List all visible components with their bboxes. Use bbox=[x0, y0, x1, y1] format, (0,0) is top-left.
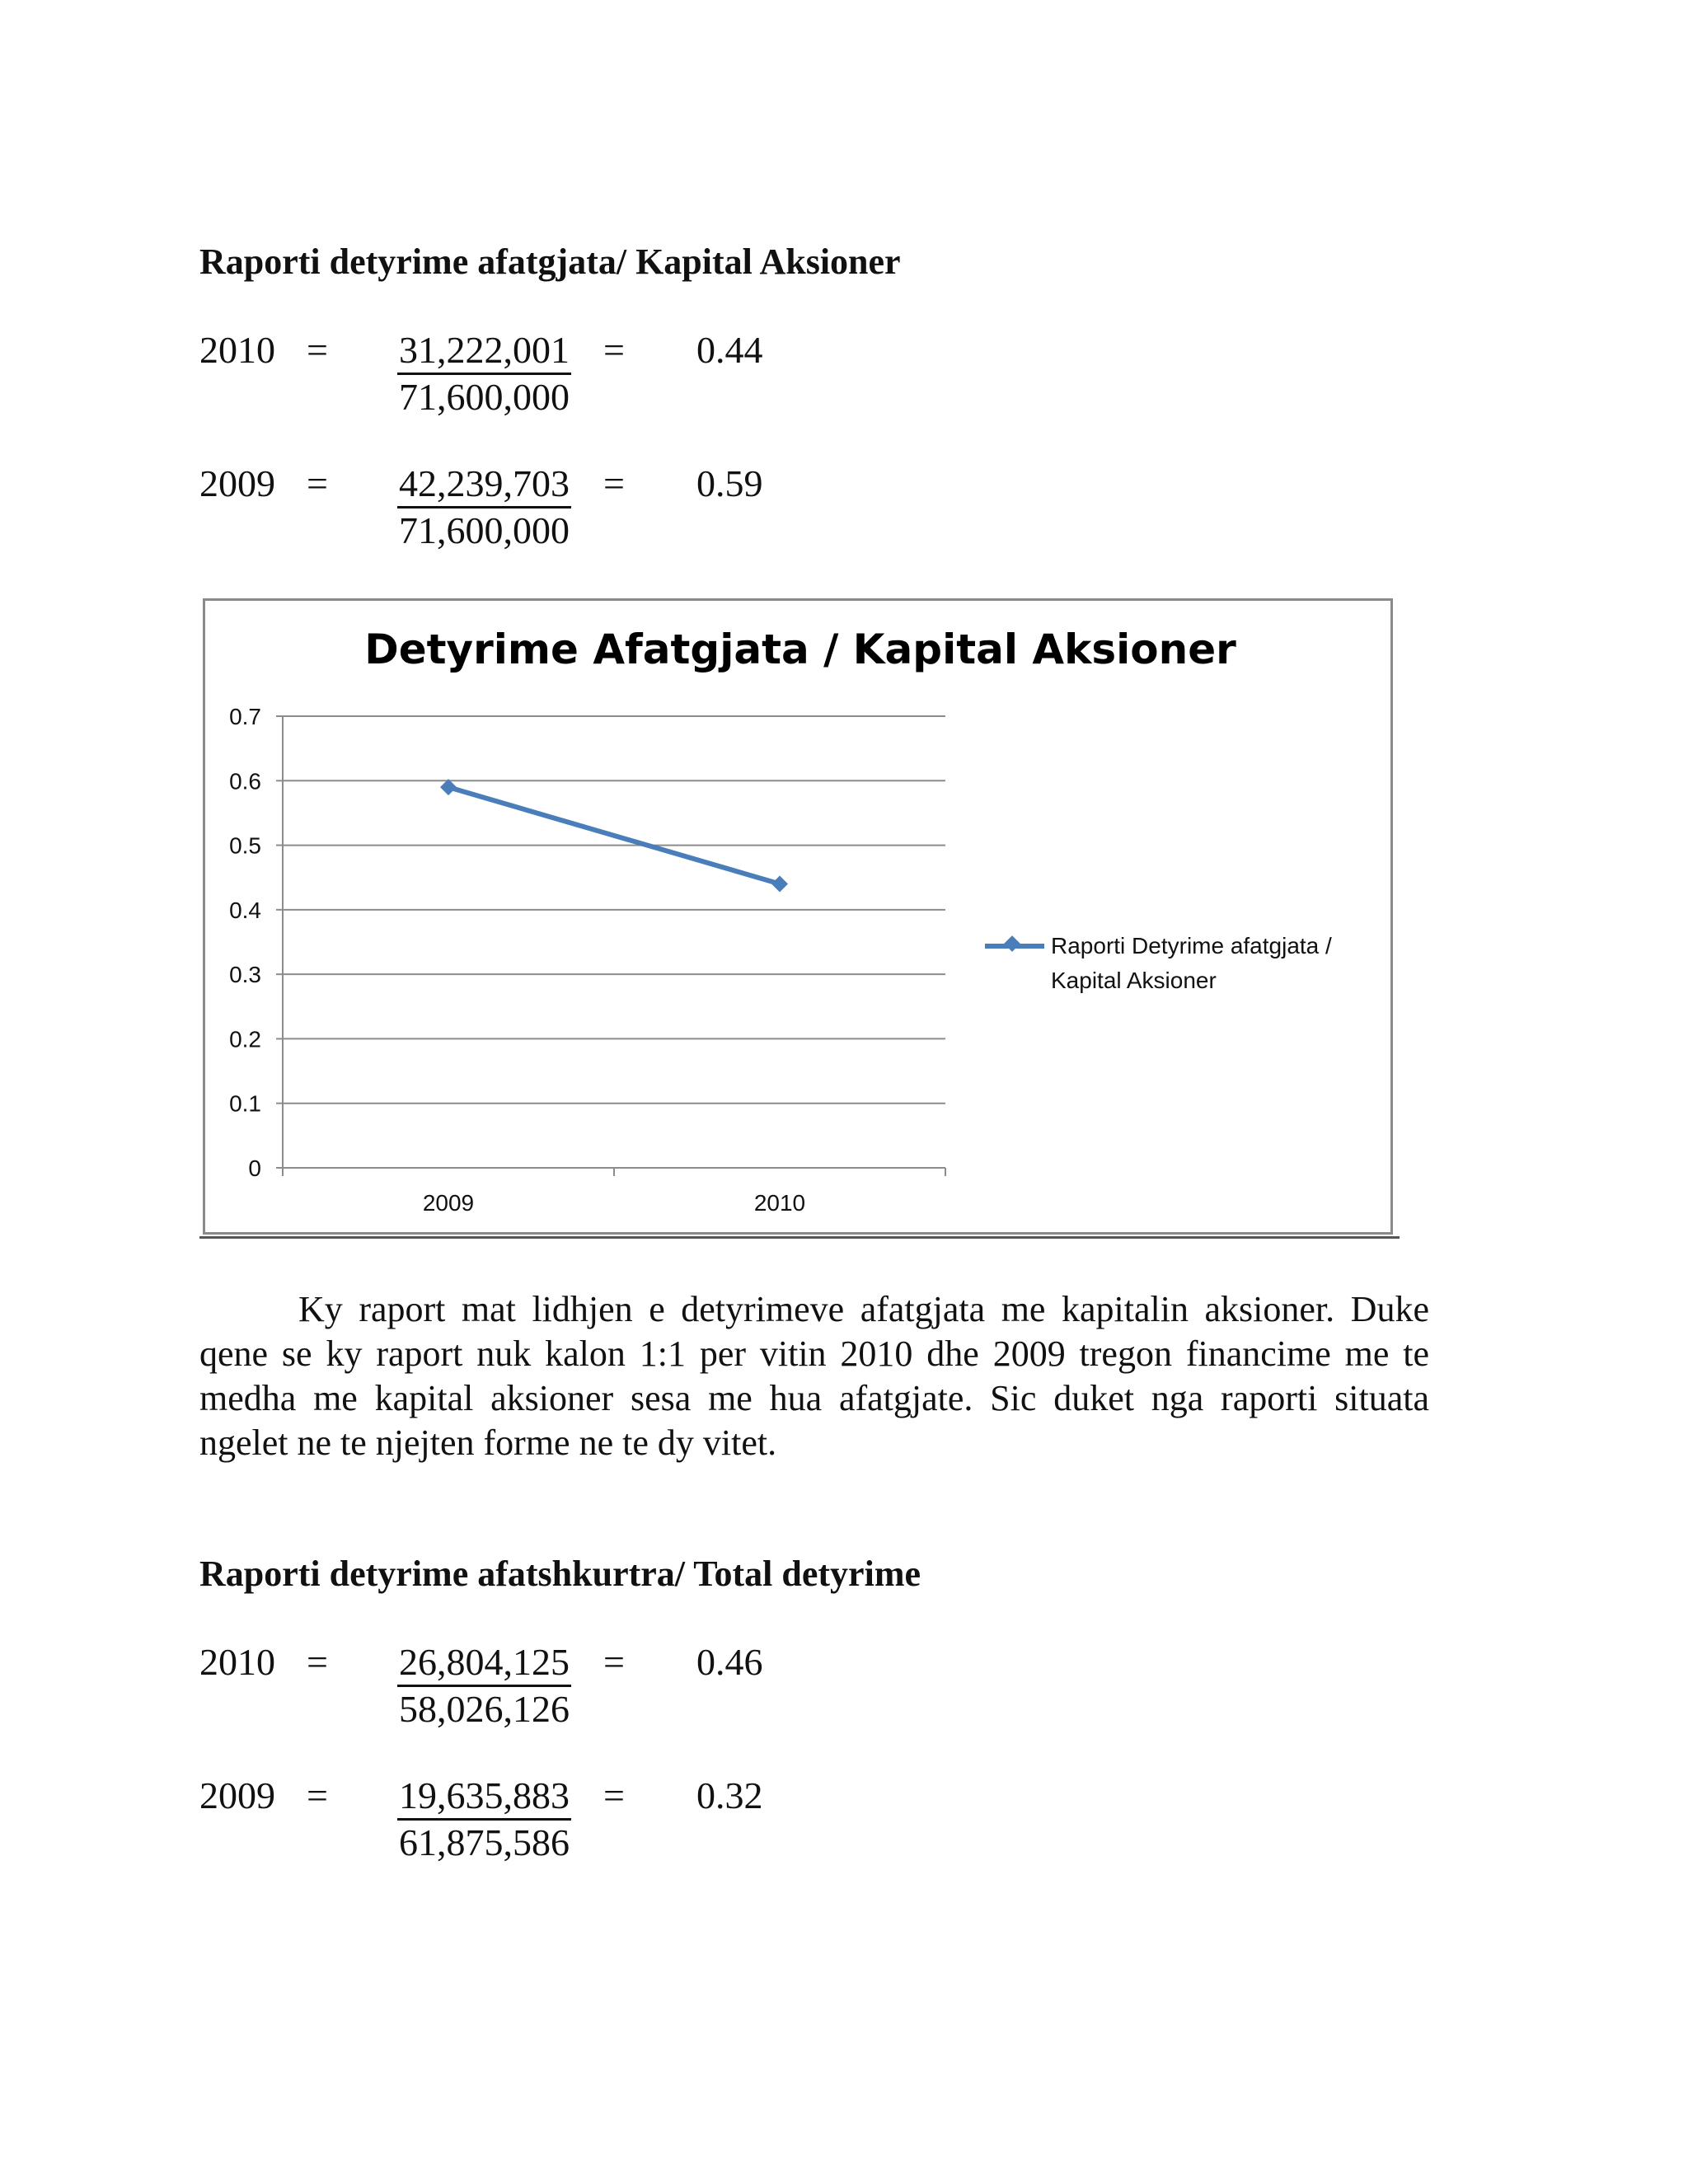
row-year: 2010 bbox=[199, 1641, 275, 1683]
chart-bottom-rule bbox=[199, 1236, 1400, 1239]
equals-sign: = bbox=[307, 329, 328, 371]
fraction bbox=[397, 328, 571, 419]
chart-title: Detyrime Afatgjata / Kapital Aksioner bbox=[364, 626, 1236, 673]
equals-sign: = bbox=[307, 1774, 328, 1816]
numerator: 19,635,883 bbox=[397, 1774, 571, 1821]
y-tick-label: 0.6 bbox=[229, 768, 261, 794]
denominator: 71,600,000 bbox=[399, 509, 570, 551]
y-tick-label: 0.4 bbox=[229, 897, 261, 923]
legend-label: Raporti Detyrime afatgjata / Kapital Aksioner bbox=[1051, 933, 1332, 993]
line-chart bbox=[203, 598, 1393, 1235]
ratio-result: 0.44 bbox=[696, 329, 763, 371]
ratio-result: 0.32 bbox=[696, 1774, 763, 1816]
row-year: 2009 bbox=[199, 462, 275, 504]
x-tick-label: 2010 bbox=[753, 1190, 806, 1216]
ratio-result: 0.59 bbox=[696, 462, 763, 504]
y-tick-label: 0.7 bbox=[229, 704, 261, 729]
chart-plot-area bbox=[205, 601, 1395, 1237]
paragraph-text: Ky raport mat lidhjen e detyrimeve afatgjata me kapitalin aksioner. Duke qene se ky raport nuk kalon 1:1 per vitin 2010 dhe 2009 tregon financime me te medha me kapital aksioner sesa me hua afatgjate. Sic duket nga raporti situata ngelet ne te njejten forme ne te dy vitet. bbox=[199, 1289, 1429, 1463]
y-tick-label: 0.1 bbox=[229, 1090, 261, 1117]
y-tick-label: 0.3 bbox=[229, 962, 261, 988]
equals-sign: = bbox=[307, 1641, 328, 1683]
numerator: 26,804,125 bbox=[397, 1640, 571, 1687]
denominator: 61,875,586 bbox=[399, 1821, 570, 1863]
equals-sign: = bbox=[307, 462, 328, 504]
denominator: 71,600,000 bbox=[399, 376, 570, 418]
equals-sign: = bbox=[603, 1641, 625, 1683]
series-line bbox=[448, 787, 780, 883]
numerator: 31,222,001 bbox=[397, 328, 571, 375]
numerator: 42,239,703 bbox=[397, 462, 571, 509]
y-tick-label: 0.5 bbox=[229, 832, 261, 859]
y-tick-label: 0 bbox=[248, 1155, 261, 1181]
x-tick-label: 2009 bbox=[422, 1190, 475, 1216]
equals-sign: = bbox=[603, 329, 625, 371]
equals-sign: = bbox=[603, 462, 625, 504]
denominator: 58,026,126 bbox=[399, 1688, 570, 1730]
section2-heading: Raporti detyrime afatshkurtra/ Total detyrime bbox=[199, 1554, 921, 1594]
ratio-result: 0.46 bbox=[696, 1641, 763, 1683]
fraction bbox=[397, 462, 571, 553]
row-year: 2009 bbox=[199, 1774, 275, 1816]
section1-heading: Raporti detyrime afatgjata/ Kapital Aksioner bbox=[199, 241, 901, 282]
y-tick-label: 0.2 bbox=[229, 1026, 261, 1052]
fraction bbox=[397, 1774, 571, 1865]
row-year: 2010 bbox=[199, 329, 275, 371]
equals-sign: = bbox=[603, 1774, 625, 1816]
body-paragraph bbox=[199, 1287, 1429, 1465]
fraction bbox=[397, 1640, 571, 1732]
data-point bbox=[771, 876, 788, 893]
